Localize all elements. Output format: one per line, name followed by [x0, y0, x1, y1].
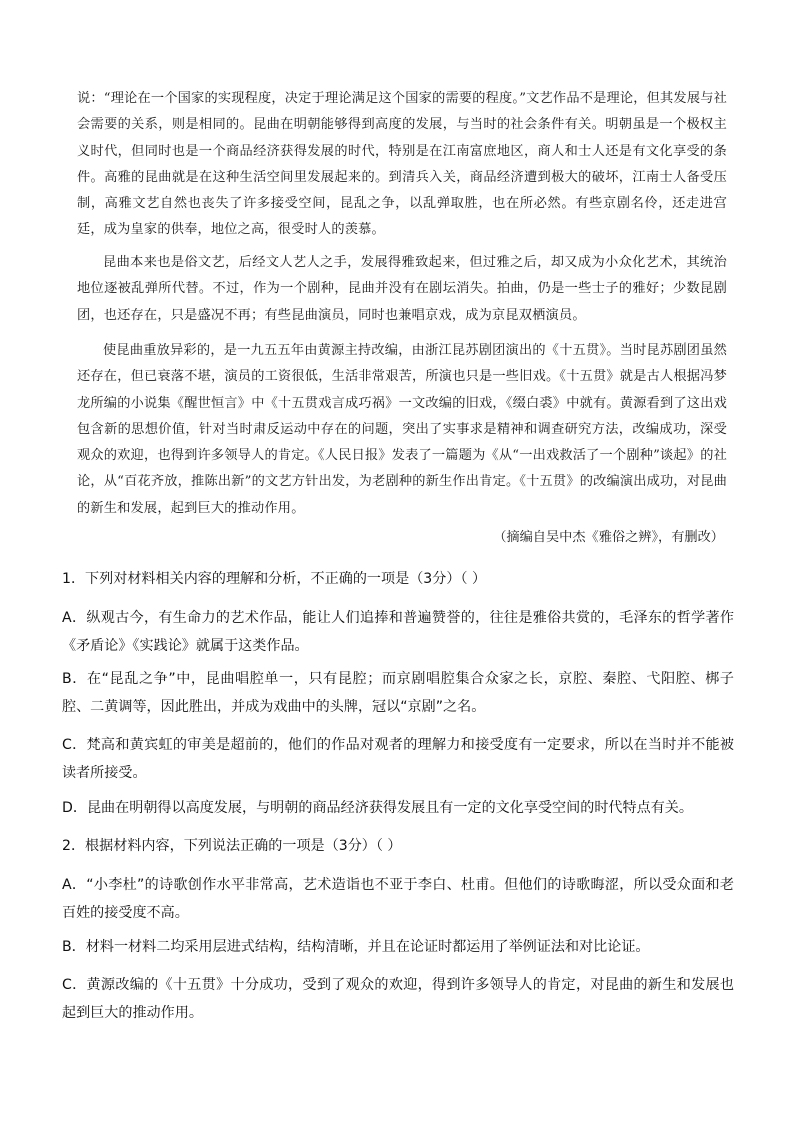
question-1-stem: 1．下列对材料相关内容的理解和分析，不正确的一项是（3分）（ ）	[62, 571, 487, 587]
question-2-option-b: B．材料一材料二均采用层进式结构，结构清晰，并且在论证时都运用了举例证法和对比论证。	[62, 939, 650, 955]
source-citation: （摘编自吴中杰《雅俗之辨》，有删改）	[493, 530, 724, 545]
passage-paragraph-2: 昆曲本来也是俗文艺，后经文人艺人之手，发展得雅致起来，但过雅之后，却又成为小众化艺术，其统治地位逐被乱弹所代替。不过，作为一个剧种，昆曲并没有在剧坛消失。拍曲，仍是一些士子的雅好；少数昆剧团，也还存在，只是盛况不再；有些昆曲演员，同时也兼唱京戏，成为京昆双栖演员。	[77, 255, 727, 323]
passage-paragraph-3: 使昆曲重放异彩的，是一九五五年由黄源主持改编，由浙江昆苏剧团演出的《十五贯》。当时昆苏剧团虽然还存在，但已衰落不堪，演员的工资很低，生活非常艰苦，所演也只是一些旧戏。《十五贯》就是古人根据冯梦龙所编的小说集《醒世恒言》中《十五贯戏言成巧祸》一文改编的旧戏，《缀白裘》中就有。黄源看到了这出戏包含新的思想价值，针对当时肃反运动中存在的问题，突出了实事求是精神和调查研究方法，改编成功，深受观众的欢迎，也得到许多领导人的肯定。《人民日报》发表了一篇题为《从“一出戏救活了一个剧种”谈起》的社论，从“百花齐放，推陈出新”的文艺方针出发，为老剧种的新生作出肯定。《十五贯》的改编演出成功，对昆曲的新生和发展，起到巨大的推动作用。	[77, 343, 727, 516]
question-1-option-a: A．纵观古今，有生命力的艺术作品，能让人们追捧和普遍赞誉的，往往是雅俗共赏的，毛泽东的哲学著作《矛盾论》《实践论》就属于这类作品。	[62, 610, 734, 654]
passage-paragraph-1: 说：“理论在一个国家的实现程度，决定于理论满足这个国家的需要的程度。”文艺作品不是理论，但其发展与社会需要的关系，则是相同的。昆曲在明朝能够得到高度的发展，与当时的社会条件有关。明朝虽是一个极权主义时代，但同时也是一个商品经济获得发展的时代，特别是在江南富庶地区，商人和士人还是有文化享受的条件。高雅的昆曲就是在这种生活空间里发展起来的。到清兵入关，商品经济遭到极大的破坏，江南士人备受压制，高雅文艺自然也丧失了许多接受空间，昆乱之争，以乱弹取胜，也在所必然。有些京剧名伶，还走进宫廷，成为皇家的供奉，地位之高，很受时人的羡慕。	[77, 91, 727, 238]
question-1-option-d: D．昆曲在明朝得以高度发展，与明朝的商品经济获得发展且有一定的文化享受空间的时代特点有关。	[62, 800, 693, 816]
question-2-option-c: C．黄源改编的《十五贯》十分成功，受到了观众的欢迎，得到许多领导人的肯定，对昆曲的新生和发展也起到巨大的推动作用。	[62, 977, 734, 1021]
question-2-stem: 2．根据材料内容，下列说法正确的一项是（3分）（ ）	[62, 838, 402, 854]
question-2-option-a: A．“小李杜”的诗歌创作水平非常高，艺术造诣也不亚于李白、杜甫。但他们的诗歌晦涩，所以受众面和老百姓的接受度不高。	[62, 877, 734, 921]
question-1-option-b: B．在“昆乱之争”中，昆曲唱腔单一，只有昆腔；而京剧唱腔集合众家之长，京腔、秦腔、弋阳腔、梆子腔、二黄调等，因此胜出，并成为戏曲中的头牌，冠以“京剧”之名。	[62, 671, 734, 715]
question-1-option-c: C．梵高和黄宾虹的审美是超前的，他们的作品对观者的理解力和接受度有一定要求，所以在当时并不能被读者所接受。	[62, 737, 734, 781]
